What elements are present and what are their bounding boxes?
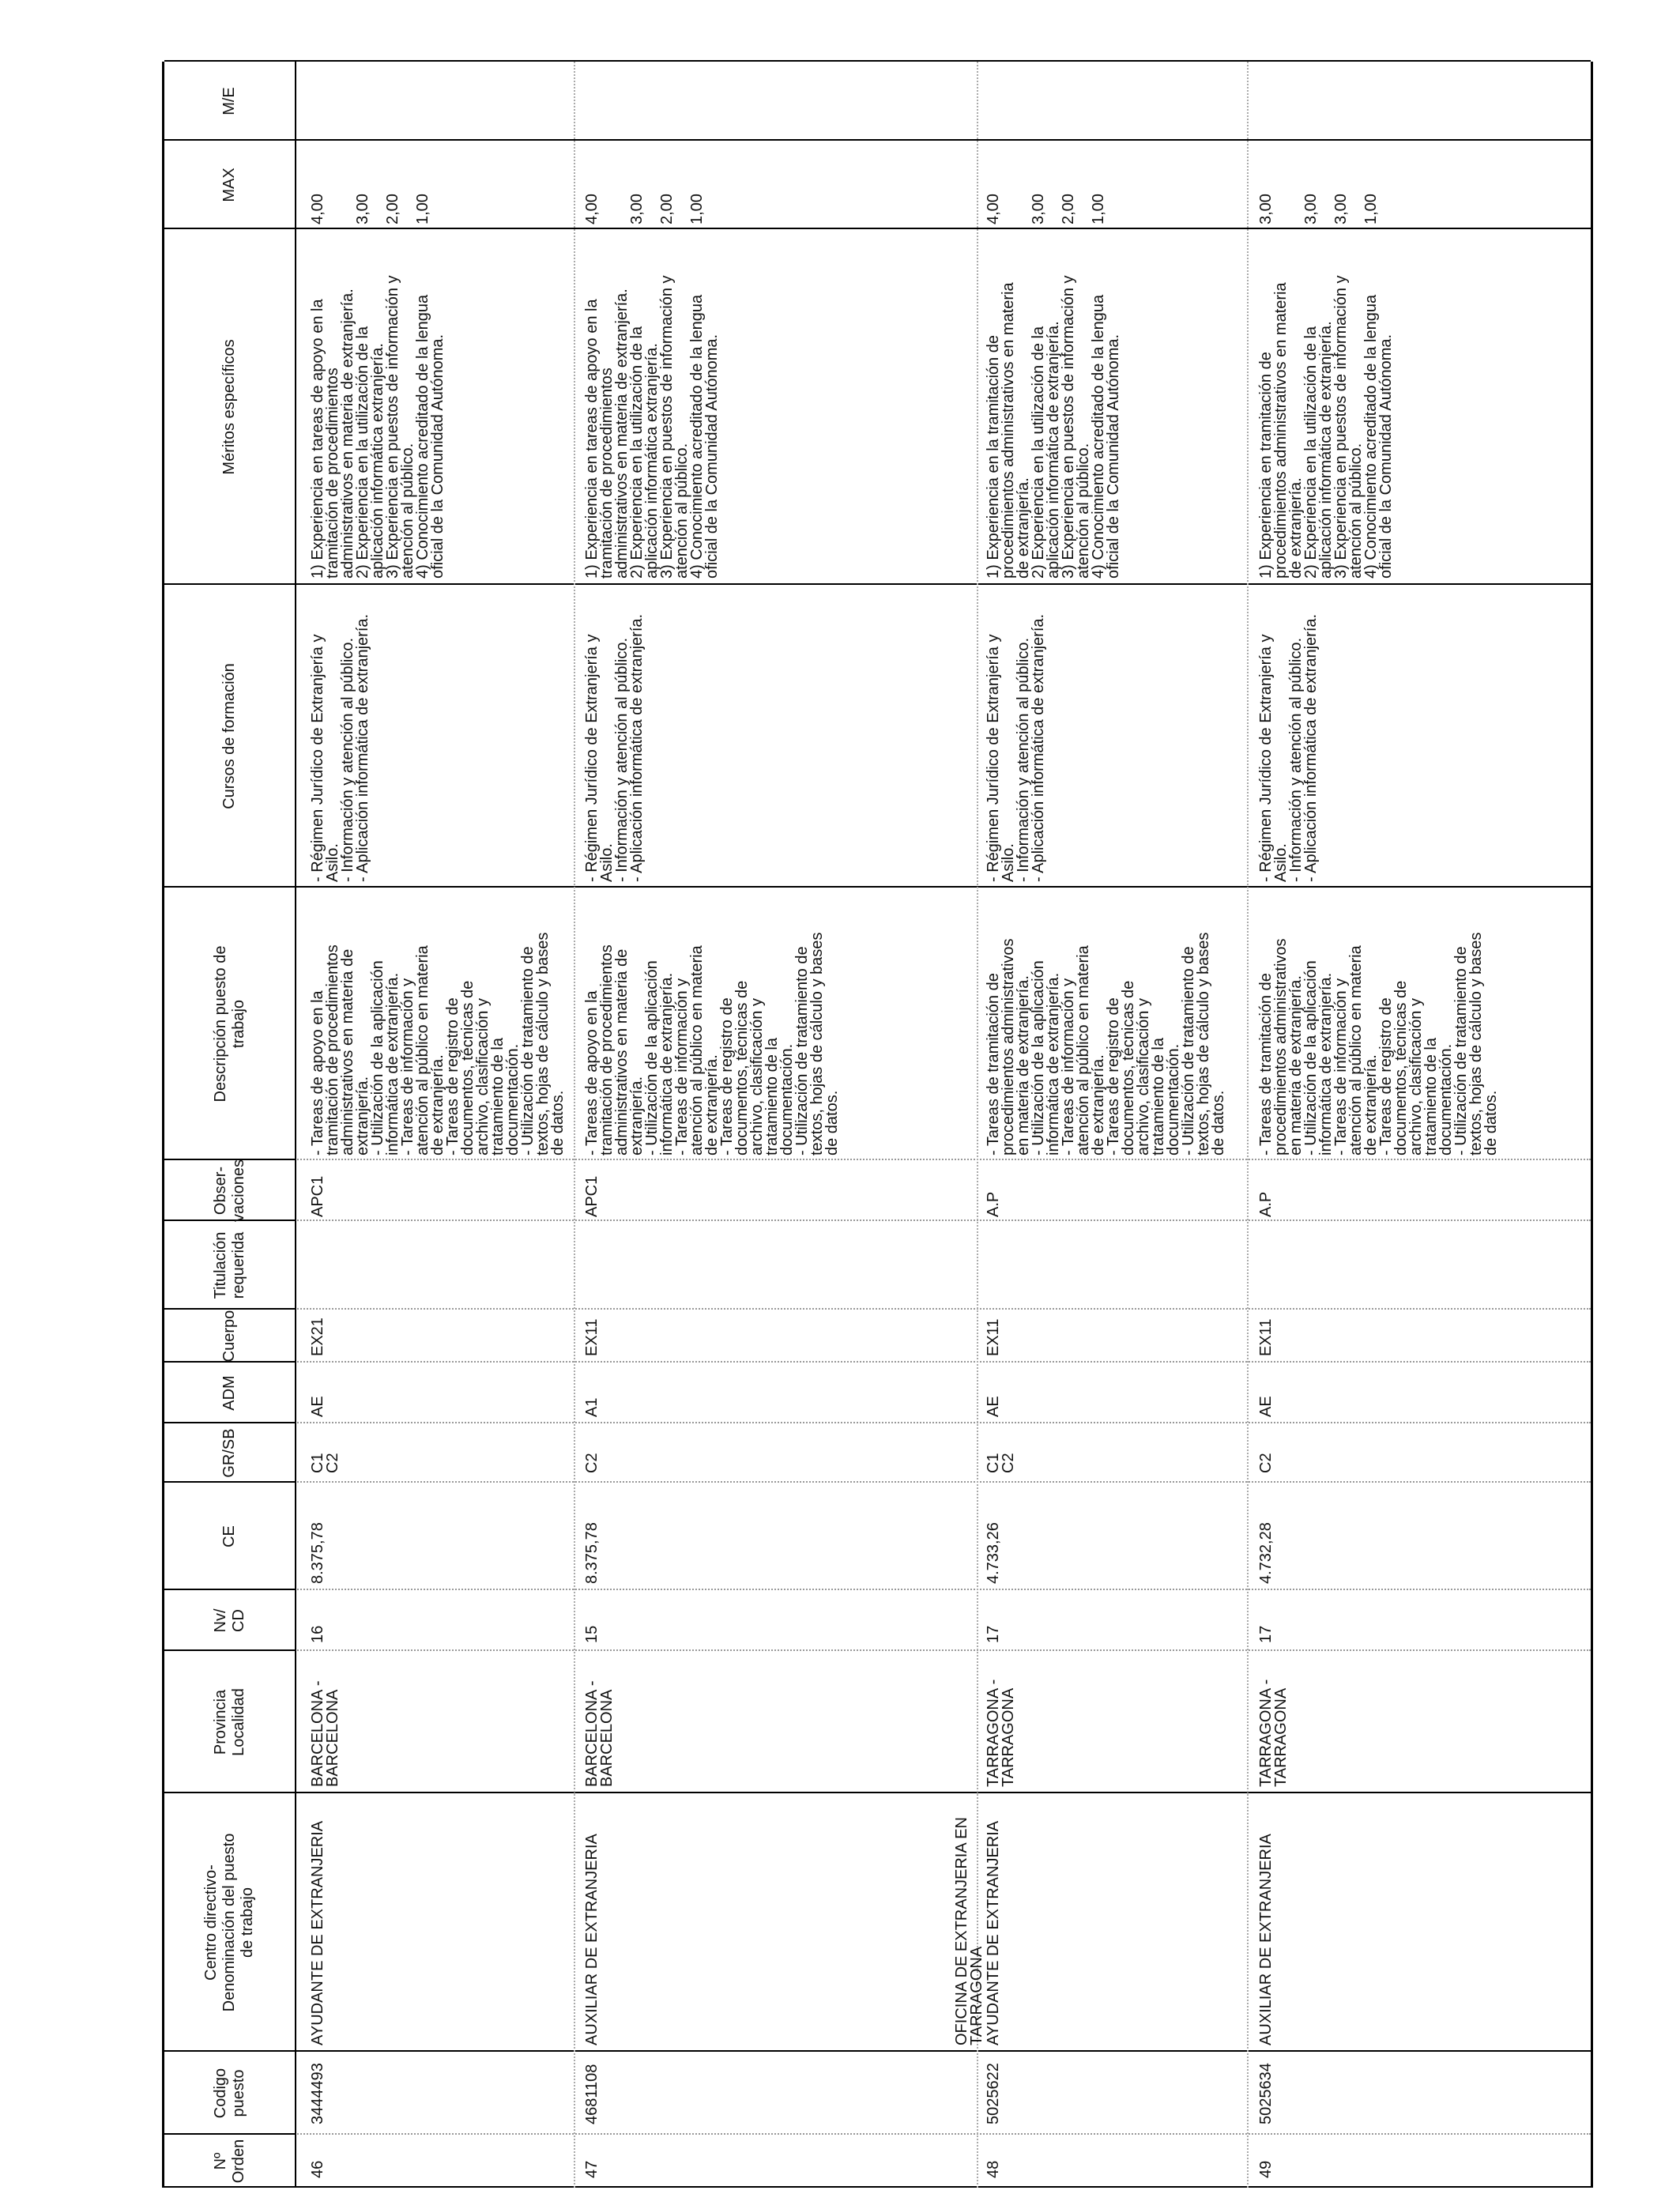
row-46-nivel: 16 xyxy=(309,1625,326,1643)
row-49-max-4: 1,00 xyxy=(1362,194,1380,224)
row-49-cuerpo: EX11 xyxy=(1257,1318,1275,1356)
column-divider xyxy=(164,139,1591,141)
column-divider-dotted xyxy=(295,1159,1591,1160)
row-46-descripcion: - Tareas de apoyo en la tramitación de procedimientos administrativos en materia de extranjería. - Utilización de la aplicación informática de extranjería. - Tareas de información y atención al público en materia de extranjería. - Tareas de registro de documentos, técnicas de archivo, clasificación y tratamiento de la documentación. - Utilización de tratamiento de textos, hojas de cálculo y bases de datos. xyxy=(309,932,567,1155)
row-46-orden: 46 xyxy=(309,2160,326,2178)
header-ce: CE xyxy=(220,1525,238,1547)
row-47-observaciones: APC1 xyxy=(583,1175,601,1217)
row-48-cuerpo: EX11 xyxy=(985,1318,1002,1356)
row-47-denominacion: AUXILIAR DE EXTRANJERIA xyxy=(583,1834,601,2045)
row-49-orden: 49 xyxy=(1257,2160,1275,2178)
row-47-max-1: 4,00 xyxy=(583,194,601,224)
row-46-meritos: 1) Experiencia en tareas de apoyo en la tramitación de procedimientos administrativos en materia de extranjería. 2) Experiencia en la utilización de la aplicación informática extranjería. 3) Experiencia en puestos de información y atención al público. 4) Conocimiento acreditado de la lengua oficial de la Comunidad Autónoma. xyxy=(309,275,446,579)
row-47-ce: 8.375,78 xyxy=(583,1522,601,1584)
row-49-descripcion: - Tareas de tramitación de procedimientos administrativos en materia de extranjería. - Utilización de la aplicación informática de extranjería. - Tareas de información y atención al público en materia de extranjería. - Tareas de registro de documentos, técnicas de archivo, clasificación y tratamiento de la documentación. - Utilización de tratamiento de textos, hojas de cálculo y bases de datos. xyxy=(1257,932,1500,1155)
row-48-nivel: 17 xyxy=(985,1625,1002,1643)
column-divider-dotted xyxy=(295,1308,1591,1310)
row-47-max-2: 3,00 xyxy=(628,194,646,224)
row-48-max-2: 3,00 xyxy=(1030,194,1047,224)
row-49-nivel: 17 xyxy=(1257,1625,1275,1643)
header-cursos: Cursos de formación xyxy=(220,663,238,809)
row-46-adm: AE xyxy=(309,1396,326,1417)
row-47-provincia: BARCELONA - BARCELONA xyxy=(583,1680,616,1787)
row-46-cuerpo: EX21 xyxy=(309,1318,326,1356)
column-divider xyxy=(164,1792,1591,1793)
row-49-max-3: 3,00 xyxy=(1332,194,1350,224)
row-49-cursos: - Régimen Jurídico de Extranjería y Asilo. - Información y atención al público. - Aplicación informática de extranjería. xyxy=(1257,613,1320,882)
row-49-ce: 4.732,28 xyxy=(1257,1522,1275,1584)
row-48-cursos: - Régimen Jurídico de Extranjería y Asilo. - Información y atención al público. - Aplicación informática de extranjería. xyxy=(985,613,1047,882)
positions-table xyxy=(162,62,1593,2188)
row-48-grsb: C1 C2 xyxy=(985,1453,1017,1473)
row-48-ce: 4.733,26 xyxy=(985,1522,1002,1584)
row-46-max-2: 3,00 xyxy=(354,194,371,224)
row-48-adm: AE xyxy=(985,1396,1002,1417)
header-descripcion: Descripción puesto de trabajo xyxy=(211,945,247,1103)
row-46-max-4: 1,00 xyxy=(414,194,431,224)
row-48-observaciones: A.P xyxy=(985,1191,1002,1217)
column-divider-dotted xyxy=(295,1589,1591,1590)
row-46-max-1: 4,00 xyxy=(309,194,326,224)
row-47-orden: 47 xyxy=(583,2160,601,2178)
row-49-denominacion: AUXILIAR DE EXTRANJERIA xyxy=(1257,1834,1275,2045)
column-divider xyxy=(164,2186,1591,2188)
row-48-provincia: TARRAGONA - TARRAGONA xyxy=(985,1679,1017,1787)
row-48-max-3: 2,00 xyxy=(1060,194,1077,224)
column-divider-dotted xyxy=(295,1481,1591,1483)
column-divider xyxy=(164,228,1591,229)
row-46-ce: 8.375,78 xyxy=(309,1522,326,1584)
row-48-meritos: 1) Experiencia en la tramitación de procedimientos administrativos en materia de extranjería. 2) Experiencia en la utilización de la aplicación informática de extranjería. 3) Experiencia en puestos de información y atención al público. 4) Conocimiento acreditado de la lengua oficial de la Comunidad Autónoma. xyxy=(985,275,1122,579)
row-46-cursos: - Régimen Jurídico de Extranjería y Asilo. - Información y atención al público. - Aplicación informática de extranjería. xyxy=(309,613,371,882)
row-46-max-3: 2,00 xyxy=(384,194,401,224)
row-48-descripcion: - Tareas de tramitación de procedimientos administrativos en materia de extranjería. - Utilización de la aplicación informática de extranjería. - Tareas de información y atención al público en materia de extranjería. - Tareas de registro de documentos, técnicas de archivo, clasificación y tratamiento de la documentación. - Utilización de tratamiento de textos, hojas de cálculo y bases de datos. xyxy=(985,932,1227,1155)
row-47-cuerpo: EX11 xyxy=(583,1318,601,1356)
row-49-max-2: 3,00 xyxy=(1302,194,1320,224)
column-divider-dotted xyxy=(295,1649,1591,1651)
header-titulacion: Titulación requerida xyxy=(211,1231,247,1299)
row-47-max-4: 1,00 xyxy=(688,194,706,224)
row-46-denominacion: AYUDANTE DE EXTRANJERIA xyxy=(309,1820,326,2045)
row-47-codigo: 4681108 xyxy=(583,2064,601,2124)
row-47-adm: A1 xyxy=(583,1397,601,1417)
row-47-meritos: 1) Experiencia en tareas de apoyo en la tramitación de procedimientos administrativos en materia de extranjería. 2) Experiencia en la utilización de la aplicación informática extranjería. 3) Experiencia en puestos de información y atención al público. 4) Conocimiento acreditado de la lengua oficial de la Comunidad Autónoma. xyxy=(583,275,721,579)
header-divider xyxy=(295,62,296,2188)
row-48-max-4: 1,00 xyxy=(1090,194,1107,224)
column-divider xyxy=(164,886,1591,888)
column-divider xyxy=(164,583,1591,585)
header-cuerpo: Cuerpo xyxy=(220,1310,238,1363)
header-adm: ADM xyxy=(220,1375,238,1411)
row-47-max-3: 2,00 xyxy=(658,194,676,224)
header-provincia: Provincia Localidad xyxy=(211,1688,247,1756)
header-nivel: Nv/ CD xyxy=(211,1608,247,1633)
column-divider-dotted xyxy=(295,1220,1591,1221)
column-divider xyxy=(164,60,1591,62)
column-divider-dotted xyxy=(295,1422,1591,1423)
row-49-codigo: 5025634 xyxy=(1257,2063,1275,2124)
row-48-denominacion: AYUDANTE DE EXTRANJERIA xyxy=(985,1820,1002,2045)
column-divider-dotted xyxy=(295,2133,1591,2135)
row-48-max-1: 4,00 xyxy=(985,194,1002,224)
row-46-provincia: BARCELONA - BARCELONA xyxy=(309,1680,341,1787)
row-divider xyxy=(1247,62,1249,2188)
row-49-max-1: 3,00 xyxy=(1257,194,1275,224)
row-49-meritos: 1) Experiencia en tramitación de procedimientos administrativos en materia de extranjería. 2) Experiencia en la utilización de la aplicación informática de extranjería. 3) Experiencia en puestos de información y atención al público. 4) Conocimiento acreditado de la lengua oficial de la Comunidad Autónoma. xyxy=(1257,275,1395,579)
row-48-codigo: 5025622 xyxy=(985,2063,1002,2124)
header-centro: Centro directivo- Denominación del puesto de trabajo xyxy=(202,1833,256,2012)
column-divider xyxy=(164,2050,1591,2052)
group-heading-tarragona: OFICINA DE EXTRANJERIA EN TARRAGONA xyxy=(953,1817,985,2045)
row-49-adm: AE xyxy=(1257,1396,1275,1417)
row-49-grsb: C2 xyxy=(1257,1453,1275,1473)
row-divider xyxy=(574,62,575,2188)
header-observaciones: Obser- vaciones xyxy=(211,1159,247,1222)
row-46-codigo: 3444493 xyxy=(309,2063,326,2124)
row-47-nivel: 15 xyxy=(583,1625,601,1643)
column-divider-dotted xyxy=(295,1361,1591,1363)
header-codigo: Codigo puesto xyxy=(211,2068,247,2119)
header-me: M/E xyxy=(220,87,238,115)
header-orden: Nº Orden xyxy=(211,2139,247,2184)
row-47-cursos: - Régimen Jurídico de Extranjería y Asilo. - Información y atención al público. - Aplicación informática de extranjería. xyxy=(583,613,646,882)
row-46-grsb: C1 C2 xyxy=(309,1453,341,1473)
header-grsb: GR/SB xyxy=(220,1428,238,1478)
row-49-observaciones: A.P xyxy=(1257,1191,1275,1217)
header-meritos: Méritos específicos xyxy=(220,339,238,475)
row-48-orden: 48 xyxy=(985,2160,1002,2178)
row-47-descripcion: - Tareas de apoyo en la tramitación de procedimientos administrativos en materia de extranjería. - Utilización de la aplicación informática de extranjería. - Tareas de información y atención al público en materia de extranjería. - Tareas de registro de documentos, técnicas de archivo, clasificación y tratamiento de la documentación. - Utilización de tratamiento de textos, hojas de cálculo y bases de datos. xyxy=(583,932,841,1155)
row-46-observaciones: APC1 xyxy=(309,1175,326,1217)
row-47-grsb: C2 xyxy=(583,1453,601,1473)
row-49-provincia: TARRAGONA - TARRAGONA xyxy=(1257,1679,1290,1787)
header-max: MAX xyxy=(220,168,238,202)
